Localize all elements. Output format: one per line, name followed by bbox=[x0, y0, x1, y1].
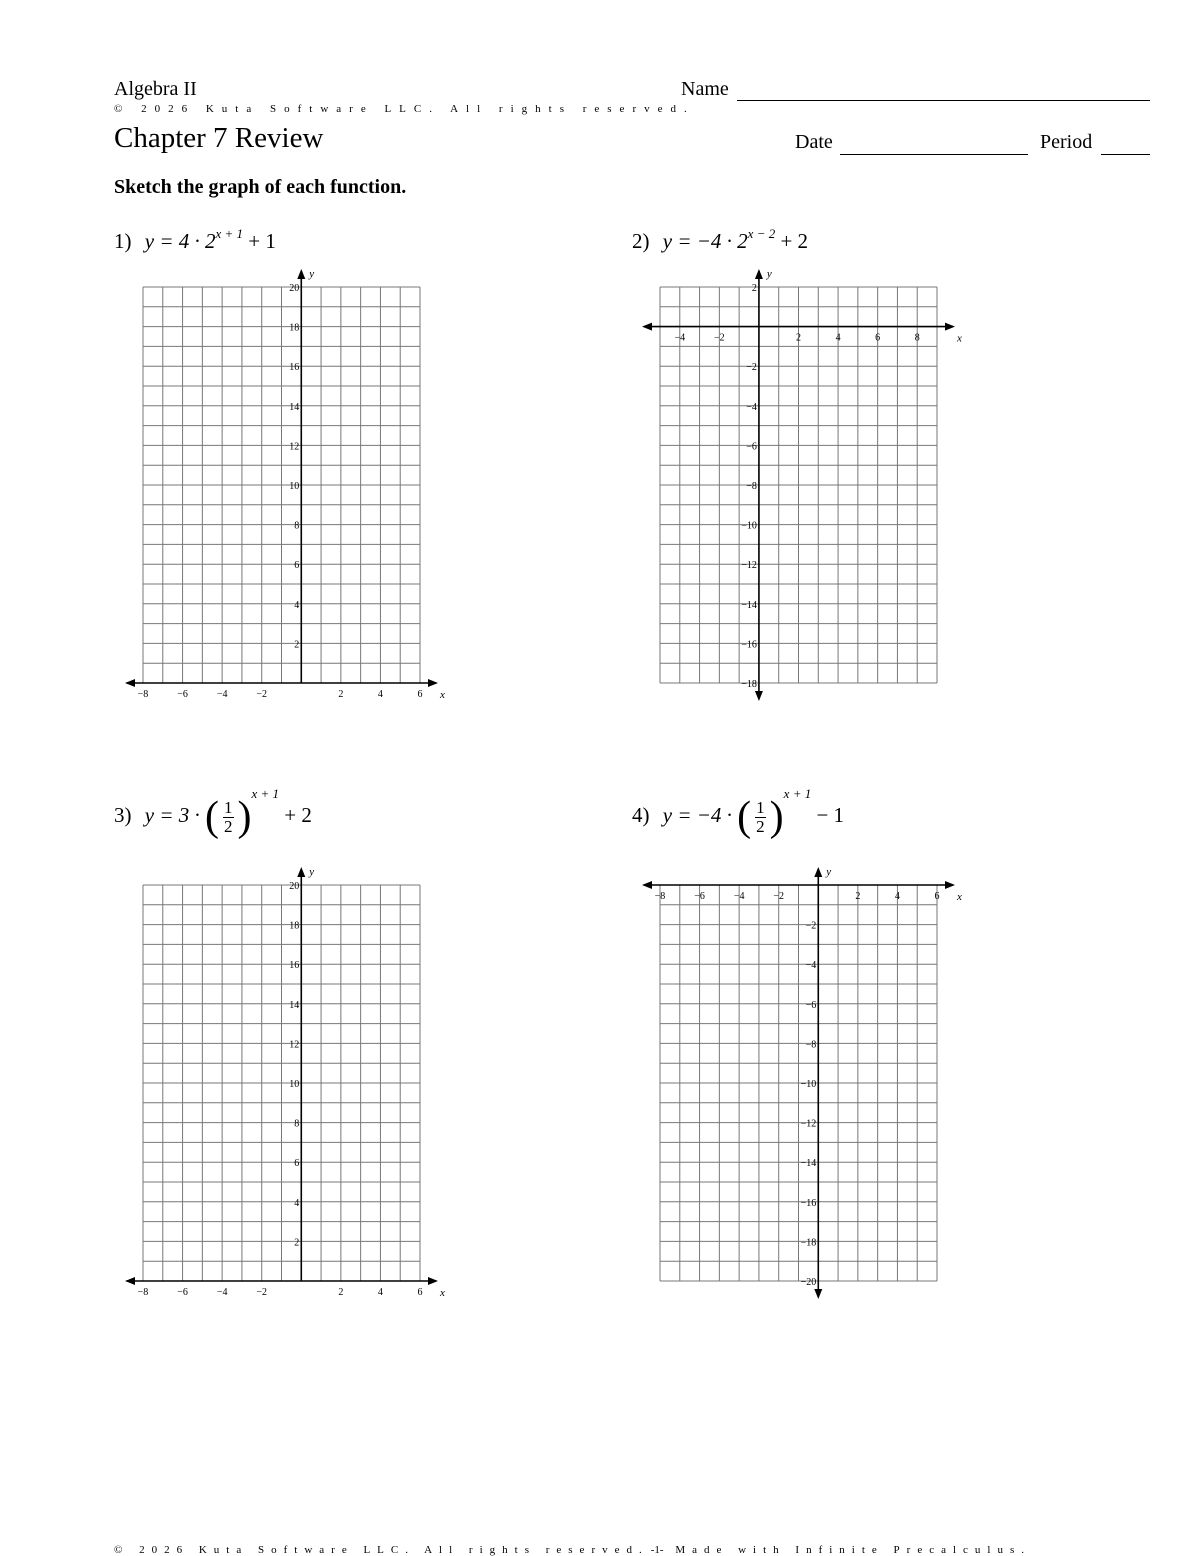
y-tick-label: −16 bbox=[800, 1197, 817, 1209]
y-tick-label: 14 bbox=[289, 999, 300, 1011]
x-axis-arrow-left bbox=[642, 323, 652, 331]
y-tick-label: −8 bbox=[746, 481, 757, 492]
x-axis-arrow-right bbox=[945, 323, 955, 331]
x-tick-label: 6 bbox=[417, 689, 423, 700]
equation-lhs: y = 4 · 2 bbox=[144, 229, 216, 253]
y-tick-label: 12 bbox=[289, 441, 300, 453]
fraction: $\frac{1}{2}$ bbox=[756, 797, 765, 836]
y-tick-label: 8 bbox=[294, 520, 300, 532]
y-axis-label: y bbox=[826, 866, 832, 878]
equation-rhs: + 2 bbox=[284, 802, 312, 827]
date-label: Date bbox=[795, 131, 833, 153]
header-copyright: © 2026 Kuta Software LLC. All rights reserved. bbox=[114, 103, 695, 115]
equation-lhs: y = −4 · bbox=[662, 802, 738, 827]
instructions: Sketch the graph of each function. bbox=[114, 176, 407, 198]
equation-exponent: x + 1 bbox=[215, 226, 244, 241]
x-tick-label: 4 bbox=[377, 689, 383, 700]
y-tick-label: −8 bbox=[805, 1039, 817, 1051]
y-tick-label: −10 bbox=[741, 520, 757, 532]
y-axis-arrow-up bbox=[297, 867, 305, 877]
graph-3[interactable] bbox=[125, 866, 445, 1299]
x-tick-label: −2 bbox=[773, 891, 785, 902]
y-tick-label: −12 bbox=[800, 1118, 817, 1130]
page-number: -1- bbox=[650, 1544, 664, 1556]
x-tick-label: 2 bbox=[338, 1287, 344, 1298]
question-number: 3) bbox=[114, 802, 132, 827]
x-tick-label: −8 bbox=[137, 689, 149, 700]
y-tick-label: −6 bbox=[746, 441, 757, 453]
x-axis-arrow-right bbox=[945, 881, 955, 889]
y-axis-arrow-up bbox=[755, 269, 763, 279]
x-tick-label: −2 bbox=[256, 1287, 268, 1298]
y-tick-label: 2 bbox=[294, 639, 300, 651]
graph-2[interactable] bbox=[642, 268, 962, 701]
x-tick-label: −4 bbox=[674, 332, 686, 344]
x-axis-label: x bbox=[957, 332, 962, 345]
y-tick-label: 8 bbox=[294, 1118, 300, 1130]
x-tick-label: 6 bbox=[934, 891, 940, 902]
question-number: 4) bbox=[632, 802, 650, 827]
x-axis-arrow-right bbox=[428, 1277, 438, 1285]
course-name: Algebra II bbox=[114, 78, 197, 100]
period-label: Period bbox=[1040, 131, 1093, 153]
y-tick-label: −16 bbox=[741, 639, 757, 651]
y-tick-label: 4 bbox=[294, 1197, 300, 1209]
question-number: 1) bbox=[114, 229, 132, 253]
y-tick-label: −10 bbox=[800, 1079, 817, 1090]
x-tick-label: −6 bbox=[694, 891, 705, 902]
y-axis-arrow-up bbox=[297, 269, 305, 279]
y-tick-label: −14 bbox=[741, 599, 757, 611]
y-tick-label: −12 bbox=[741, 560, 757, 572]
x-axis-arrow-left bbox=[125, 1277, 135, 1285]
x-tick-label: 2 bbox=[855, 891, 861, 902]
y-tick-label: 12 bbox=[289, 1039, 300, 1051]
question-number: 2) bbox=[632, 229, 650, 253]
x-axis-label: x bbox=[440, 1287, 445, 1299]
y-tick-label: 4 bbox=[294, 599, 300, 611]
y-tick-label: −4 bbox=[746, 401, 757, 413]
y-axis-label: y bbox=[309, 866, 315, 878]
x-axis-label: x bbox=[440, 689, 445, 701]
y-tick-label: −2 bbox=[746, 362, 757, 374]
y-tick-label: −20 bbox=[800, 1277, 817, 1288]
x-tick-label: −8 bbox=[654, 891, 666, 902]
y-tick-label: 20 bbox=[289, 283, 300, 294]
y-axis-label: y bbox=[309, 268, 315, 280]
x-tick-label: −8 bbox=[137, 1287, 149, 1298]
y-tick-label: −6 bbox=[805, 999, 817, 1011]
y-axis-arrow-down bbox=[755, 691, 763, 701]
y-tick-label: −4 bbox=[805, 960, 817, 972]
y-tick-label: −14 bbox=[800, 1158, 817, 1170]
x-axis-arrow-left bbox=[642, 881, 652, 889]
y-tick-label: 16 bbox=[289, 362, 300, 374]
x-tick-label: −2 bbox=[714, 332, 725, 344]
y-tick-label: −18 bbox=[741, 679, 757, 690]
x-axis-label: x bbox=[957, 891, 962, 903]
y-axis-arrow-down bbox=[814, 1289, 822, 1299]
equation-lhs: y = 3 · bbox=[144, 802, 205, 827]
x-axis-arrow-left bbox=[125, 679, 135, 687]
fraction: $\frac{1}{2}$ bbox=[224, 797, 233, 836]
x-tick-label: −6 bbox=[177, 1287, 188, 1298]
footer-copyright: © 2026 Kuta Software LLC. All rights reserved. -1- Made with Infinite Precalculus. bbox=[114, 1544, 1031, 1556]
x-tick-label: −4 bbox=[216, 1287, 228, 1298]
y-tick-label: 6 bbox=[294, 560, 300, 572]
equation-lhs: y = −4 · 2 bbox=[662, 229, 748, 253]
question-4: 4) y = −4 · ( $\frac{1}{2}$ )$^{x + 1}$ − 1 bbox=[632, 785, 845, 840]
y-tick-label: −2 bbox=[805, 920, 817, 932]
y-tick-label: −18 bbox=[800, 1237, 817, 1249]
x-tick-label: 6 bbox=[417, 1287, 423, 1298]
y-tick-label: 14 bbox=[289, 401, 300, 413]
equation-rhs: + 1 bbox=[248, 229, 276, 253]
x-tick-label: 4 bbox=[894, 891, 900, 902]
y-axis-arrow-up bbox=[814, 867, 822, 877]
equation-exponent: x + 1 bbox=[251, 785, 280, 801]
equation-rhs: + 2 bbox=[780, 229, 809, 253]
y-tick-label: 20 bbox=[289, 881, 300, 892]
y-tick-label: 2 bbox=[294, 1237, 300, 1249]
equation-exponent: x − 2 bbox=[747, 226, 776, 241]
question-3: 3) y = 3 · ( $\frac{1}{2}$ )$^{x + 1}$ + 2 bbox=[114, 785, 312, 840]
y-tick-label: 6 bbox=[294, 1158, 300, 1170]
y-tick-label: 2 bbox=[751, 283, 757, 294]
equation-rhs: − 1 bbox=[816, 802, 845, 827]
graph-4[interactable] bbox=[642, 866, 962, 1299]
y-tick-label: 16 bbox=[289, 960, 300, 972]
y-tick-label: 10 bbox=[289, 481, 300, 492]
equation-exponent: x + 1 bbox=[783, 785, 812, 801]
x-tick-label: 2 bbox=[338, 689, 344, 700]
x-tick-label: −4 bbox=[733, 891, 745, 902]
x-tick-label: 2 bbox=[796, 332, 801, 344]
x-tick-label: 4 bbox=[377, 1287, 383, 1298]
y-tick-label: 18 bbox=[289, 920, 300, 932]
x-axis-arrow-right bbox=[428, 679, 438, 687]
x-tick-label: 4 bbox=[835, 332, 841, 344]
y-tick-label: 10 bbox=[289, 1079, 300, 1090]
graph-1[interactable] bbox=[125, 268, 445, 701]
y-axis-label: y bbox=[766, 268, 772, 280]
x-tick-label: 6 bbox=[875, 332, 881, 344]
x-tick-label: 8 bbox=[914, 332, 920, 344]
page-title: Chapter 7 Review bbox=[114, 122, 324, 154]
name-label: Name bbox=[681, 78, 729, 100]
x-tick-label: −6 bbox=[177, 689, 188, 700]
x-tick-label: −2 bbox=[256, 689, 268, 700]
y-tick-label: 18 bbox=[289, 322, 300, 334]
x-tick-label: −4 bbox=[216, 689, 228, 700]
